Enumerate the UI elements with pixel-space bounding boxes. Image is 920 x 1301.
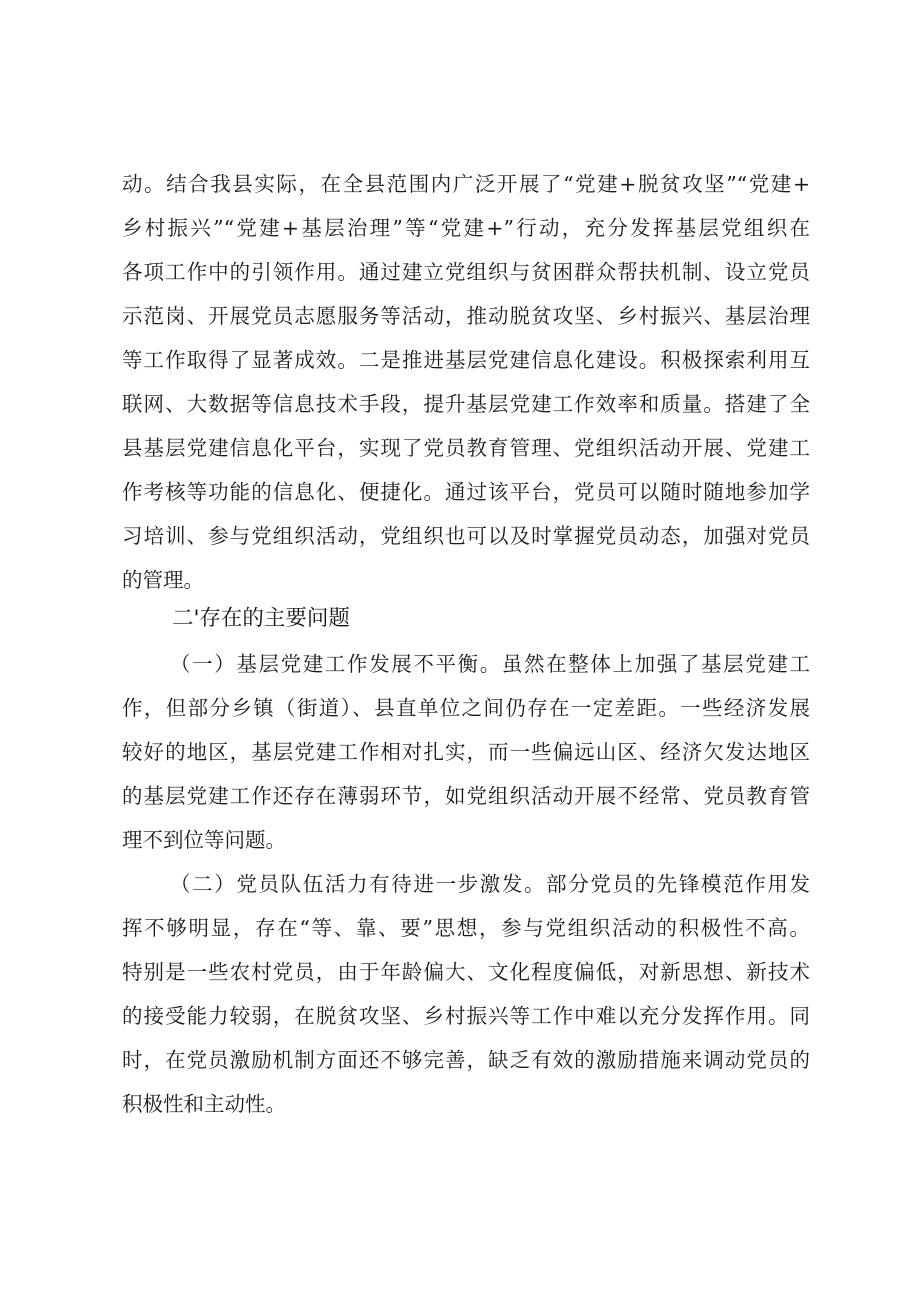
- paragraph-line: 乡村振兴”“党建+基层治理”等“党建+”行动，充分发挥基层党组织在: [122, 216, 810, 240]
- paragraph-line: 作，但部分乡镇（街道）、县直单位之间仍存在一定差距。一些经济发展: [122, 696, 810, 720]
- paragraph-line: 动。结合我县实际，在全县范围内广泛开展了“党建+脱贫攻坚”“党建+: [122, 172, 810, 196]
- paragraph-line: 积极性和主动性。: [122, 1092, 286, 1116]
- paragraph-line: 的基层党建工作还存在薄弱环节，如党组织活动开展不经常、党员教育管: [122, 784, 810, 808]
- paragraph-line: 时，在党员激励机制方面还不够完善，缺乏有效的激励措施来调动党员的: [122, 1048, 810, 1072]
- paragraph-line: 习培训、参与党组织活动，党组织也可以及时掌握党员动态，加强对党员: [122, 524, 810, 548]
- paragraph-line: 挥不够明显，存在“等、靠、要”思想，参与党组织活动的积极性不高。: [122, 916, 810, 940]
- paragraph-line: 作考核等功能的信息化、便捷化。通过该平台，党员可以随时随地参加学: [122, 480, 810, 504]
- paragraph-line: 示范岗、开展党员志愿服务等活动，推动脱贫攻坚、乡村振兴、基层治理: [122, 304, 810, 328]
- paragraph-line: （一）基层党建工作发展不平衡。虽然在整体上加强了基层党建工: [170, 652, 810, 676]
- paragraph-line: （二）党员队伍活力有待进一步激发。部分党员的先锋模范作用发: [170, 872, 810, 896]
- paragraph-line: 的管理。: [122, 568, 204, 592]
- paragraph-line: 等工作取得了显著成效。二是推进基层党建信息化建设。积极探索利用互: [122, 348, 810, 372]
- paragraph-line: 联网、大数据等信息技术手段，提升基层党建工作效率和质量。搭建了全: [122, 392, 810, 416]
- paragraph-line: 较好的地区，基层党建工作相对扎实，而一些偏远山区、经济欠发达地区: [122, 740, 810, 764]
- paragraph-line: 理不到位等问题。: [122, 828, 286, 852]
- section-heading: 二'存在的主要问题: [172, 606, 350, 631]
- paragraph-line: 县基层党建信息化平台，实现了党员教育管理、党组织活动开展、党建工: [122, 436, 810, 460]
- paragraph-line: 的接受能力较弱，在脱贫攻坚、乡村振兴等工作中难以充分发挥作用。同: [122, 1004, 810, 1028]
- paragraph-line: 各项工作中的引领作用。通过建立党组织与贫困群众帮扶机制、设立党员: [122, 260, 810, 284]
- paragraph-line: 特别是一些农村党员，由于年龄偏大、文化程度偏低，对新思想、新技术: [122, 960, 810, 984]
